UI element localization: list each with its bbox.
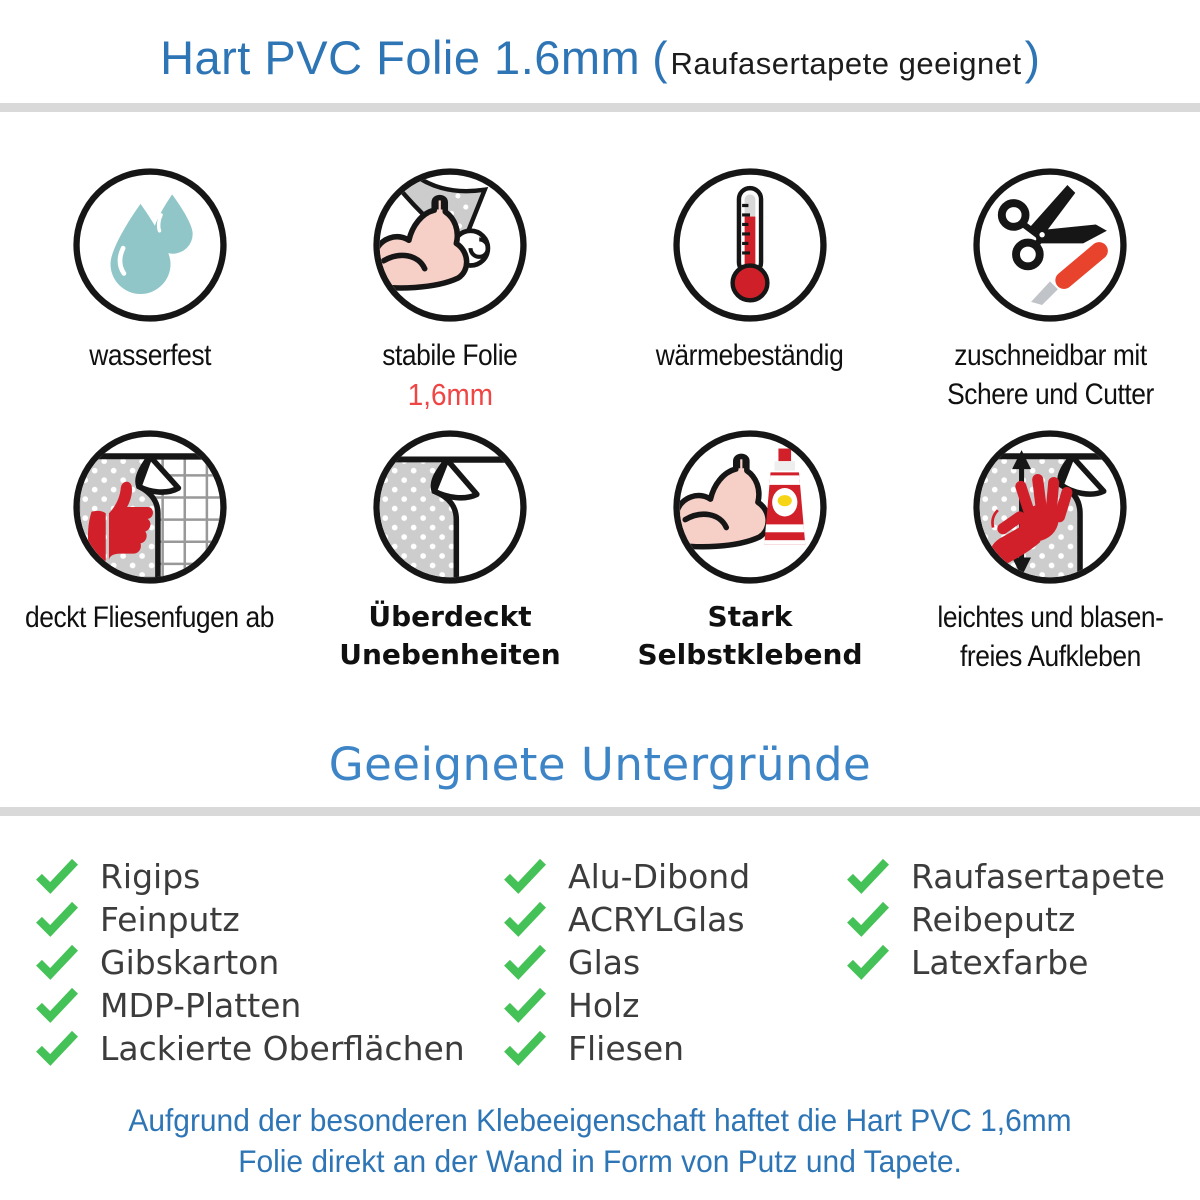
substrates-column-2 [502,858,845,1066]
check-icon [502,1030,548,1066]
feature-label [937,598,1163,676]
divider-top [0,103,1200,112]
substrate-label: Gibskarton [100,942,280,982]
check-icon [845,901,891,937]
hand-smoothing-foil-icon [971,428,1129,586]
feature-label-line: wasserfest [89,339,211,372]
feature-label [25,598,274,637]
feature-label-line: freies Aufkleben [959,640,1141,673]
feature-label-line: leichtes und blasen- [936,601,1164,634]
scissors-cutter-icon [971,166,1129,324]
substrate-label: Feinputz [100,899,240,939]
thermometer-icon [671,166,829,324]
substrate-item [845,944,1200,980]
feature-label-line: Unebenheiten [339,638,561,671]
substrate-label: Holz [568,985,640,1025]
check-icon [34,858,80,894]
substrate-item [502,1030,845,1066]
substrate-label: Lackierte Oberflächen [100,1028,465,1068]
feature-label [89,336,211,375]
header [0,0,1200,103]
substrate-label: Raufasertapete [911,856,1165,896]
substrate-item [502,858,845,894]
check-icon [502,987,548,1023]
feature-label [637,598,862,674]
feature-thickness: 1,6mm [407,377,493,412]
substrate-label: MDP-Platten [100,985,302,1025]
check-icon [502,858,548,894]
water-drops-icon [71,166,229,324]
substrate-item [34,944,502,980]
feature-label-line: deckt Fliesenfugen ab [25,601,275,634]
check-icon [34,901,80,937]
substrate-item [845,858,1200,894]
feature-label [656,336,844,375]
substrate-item [34,987,502,1023]
feature-card [900,166,1200,428]
check-icon [502,901,548,937]
substrate-item [34,901,502,937]
substrate-item [34,1030,502,1066]
substrate-item [502,987,845,1023]
feature-label [947,336,1154,414]
feature-label-line: stabile Folie [382,339,518,372]
substrate-label: Alu-Dibond [568,856,751,896]
substrate-label: Reibeputz [911,899,1076,939]
feature-card [600,166,900,428]
check-icon [845,858,891,894]
subtitle-paren-open: ( [652,32,668,84]
feature-card [0,166,300,428]
feature-card [0,428,300,676]
muscle-arm-glue-icon [671,428,829,586]
check-icon [845,944,891,980]
features-row-2 [0,428,1200,676]
feature-card [900,428,1200,676]
substrate-item [502,901,845,937]
footer-note [30,1100,1170,1182]
feature-card [600,428,900,676]
substrates-column-1 [34,858,502,1066]
check-icon [34,1030,80,1066]
check-icon [502,944,548,980]
feature-label-line: Überdeckt [368,600,532,633]
substrate-item [34,858,502,894]
substrate-label: Latexfarbe [911,942,1089,982]
feature-label-line: zuschneidbar mit [953,339,1147,372]
feature-label [339,598,560,674]
tile-joints-foil-icon [71,428,229,586]
page-title: Hart PVC Folie 1.6mm [160,31,641,84]
muscle-arm-foil-icon [371,166,529,324]
substrates-list [0,816,1200,1066]
feature-label-line: Schere und Cutter [946,378,1154,411]
substrate-label: ACRYLGlas [568,899,745,939]
substrates-heading: Geeignete Untergründe [328,738,872,791]
features-row-1 [0,166,1200,428]
substrates-column-3 [845,858,1200,1066]
substrate-label: Fliesen [568,1028,685,1068]
footer-line-2: Folie direkt an der Wand in Form von Putz und Tapete. [238,1143,962,1179]
check-icon [34,944,80,980]
foil-fold-icon [371,428,529,586]
substrate-item [845,901,1200,937]
feature-label-line: Selbstklebend [637,638,863,671]
substrate-item [502,944,845,980]
feature-label-line: Stark [707,600,793,633]
feature-card [300,428,600,676]
subtitle-paren-close: ) [1024,32,1040,84]
feature-label [382,336,517,375]
footer-line-1: Aufgrund der besonderen Klebeeigenschaft haftet die Hart PVC 1,6mm [128,1102,1072,1138]
feature-label-line: wärmebeständig [656,339,844,372]
substrate-label: Glas [568,942,641,982]
check-icon [34,987,80,1023]
substrate-label: Rigips [100,856,201,896]
page-subtitle: Raufasertapete geeignet [670,46,1022,81]
feature-card [300,166,600,428]
divider-middle [0,807,1200,816]
